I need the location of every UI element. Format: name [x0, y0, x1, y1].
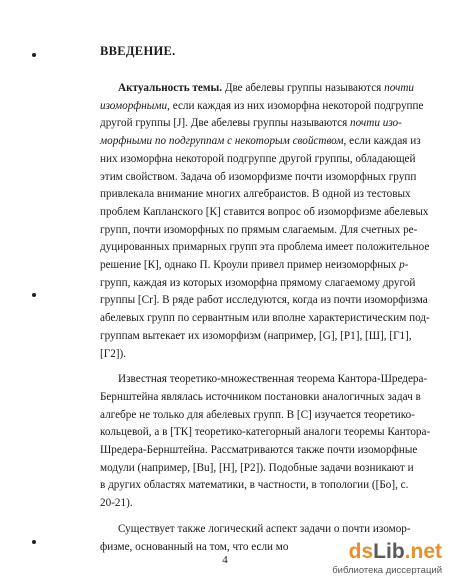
section-heading: ВВЕДЕНИЕ.: [100, 44, 176, 58]
text-line: них изоморфна некоторой подгруппе другой группы, обладающей: [100, 152, 416, 165]
text-line: модули (например, [Bu], [H], [P2]). Подобные задачи возникают и: [100, 461, 414, 474]
text-line: [Г2]).: [100, 347, 127, 360]
text-line: дуцированных примарных групп эта проблема имеет положительное: [100, 241, 430, 254]
text-line: Актуальность темы. Две абелевы группы называются почти: [118, 82, 415, 94]
text-line: в других областях математики, в частности, в топологии ([Бо], с.: [100, 479, 409, 492]
text-line: Известная теоретико-множественная теорема Кантора-Шредера-: [118, 373, 428, 386]
page-number: 4: [222, 554, 228, 566]
text-line: групп, каждая из которых изоморфна прямому слагаемому другой: [100, 276, 416, 289]
margin-bullet-bottom: [32, 540, 36, 544]
text-line: Существует также логический аспект задачи о почти изомор-: [118, 522, 411, 535]
watermark-logo: dsLib.net: [348, 540, 442, 563]
margin-bullet-middle: [32, 293, 36, 297]
text-line: решение [К], однако П. Кроули привел пример неизоморфных p-: [100, 259, 409, 272]
text-line: другой группы [J]. Две абелевы группы называются почти изо-: [100, 117, 402, 130]
text-line: проблем Капланского [К] ставится вопрос об изоморфизме абелевых: [100, 205, 429, 218]
text-line: группам вытекает их изоморфизм (например, [G], [P1], [Ш], [Г1],: [100, 329, 412, 342]
text-line: физме, основанный на том, что если мо: [100, 540, 289, 553]
text-line: кольцевой, а в [ТК] теоретико-категорный аналоги теоремы Кантора-: [100, 426, 431, 439]
text-line: 20-21).: [100, 497, 133, 510]
watermark-tagline: библиотека диссертаций: [332, 565, 442, 576]
text-line: Шредера-Бернштейна. Рассматриваются также почти изоморфные: [100, 444, 418, 457]
text-line: группы [Cr]. В ряде работ исследуются, когда из почти изоморфизма: [100, 294, 428, 307]
text-line: этим свойством. Задача об изоморфизме почти изоморфных групп: [100, 170, 417, 183]
watermark[interactable]: [332, 540, 442, 578]
text-line: изоморфными, если каждая из них изоморфна некоторой подгруппе: [100, 99, 424, 112]
text-line: групп, почти изоморфных по прямым слагаемым. Для счетных ре-: [100, 223, 418, 236]
text-line: алгебре не только для абелевых групп. В [С] изучается теоретико-: [100, 408, 415, 421]
text-line: привлекала внимание многих алгебраистов. В одной из тестовых: [100, 188, 411, 201]
margin-bullet-top: [32, 53, 36, 57]
text-line: абелевых групп по сервантным или вполне характеристическим под-: [100, 312, 430, 325]
text-line: Бернштейна являлась источником постановки аналогичных задач в: [100, 390, 421, 403]
text-line: морфными по подгруппам с некоторым свойством, если каждая из: [100, 135, 421, 148]
